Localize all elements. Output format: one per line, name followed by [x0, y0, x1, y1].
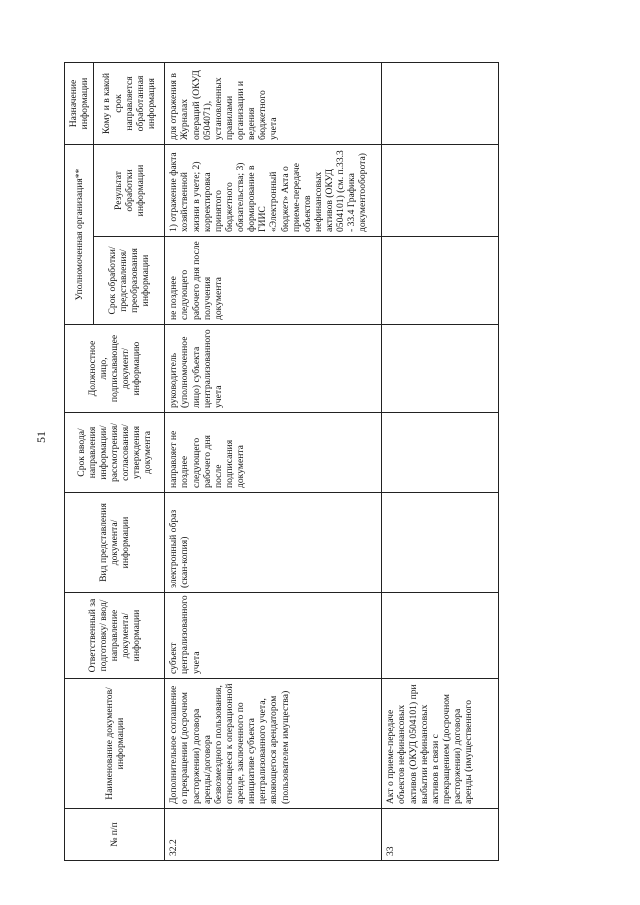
cell-result: 1) отражение факта хозяйственной жизни в учете; 2) корректировка принятого бюджетного обязательства; 3) формирование в ГИИС «Электронный бюджет» Акта о приеме-передаче объектов нефинансовых активов (ОКУД 0504101) (см. п.33.3 - 33.4 Графика документооборота) — [165, 145, 382, 237]
table-row — [165, 63, 382, 861]
header-row-main — [65, 63, 94, 861]
header-result: Результат обработки информации — [94, 145, 165, 237]
cell-responsible: субъект централизованного учета — [165, 593, 382, 679]
cell-name: Акт о приеме-передаче объектов нефинансовых активов (ОКУД 0504101) при выбытии нефинансовых активов в связи с прекращением (досрочном расторжении) договора аренды (имущественного — [382, 679, 499, 809]
cell-form: электронный образ (скан-копия) — [165, 493, 382, 593]
header-form: Вид представления документа/ информации — [65, 493, 165, 593]
cell-num: 33 — [382, 809, 499, 861]
header-group-purpose: Назначение информации — [65, 63, 94, 145]
header-processing-deadline: Срок обработки/ представления/ преобразования информации — [94, 237, 165, 325]
header-name: Наименование документов/информации — [65, 679, 165, 809]
header-group-authorized: Уполномоченная организация** — [65, 145, 94, 325]
cell-result — [382, 145, 499, 237]
cell-form — [382, 493, 499, 593]
cell-deadline — [382, 413, 499, 493]
cell-recipient — [382, 63, 499, 145]
cell-processing-deadline — [382, 237, 499, 325]
cell-responsible — [382, 593, 499, 679]
header-deadline: Срок ввода/ направления информации/ рассмотрения/ согласования/ утверждения документа — [65, 413, 165, 493]
header-responsible: Ответственный за подготовку/ ввод/ направление документа/ информации — [65, 593, 165, 679]
cell-processing-deadline: не позднее следующего рабочего дня после получения документа — [165, 237, 382, 325]
cell-name: Дополнительное соглашение о прекращении (досрочном расторжении) договора аренды/договора безвозмездного пользования, относящееся к операционной аренде, заключенного по инициативе субъекта централизованного учета, являющегося арендатором (пользователем имущества) — [165, 679, 382, 809]
header-recipient: Кому и в какой срок направляется обработанная информация — [94, 63, 165, 145]
cell-deadline: направляет не позднее следующего рабочего дня после подписания документа — [165, 413, 382, 493]
document-table-wrapper — [64, 63, 590, 861]
header-official: Должностное лицо, подписывающее документ/ информацию — [65, 325, 165, 413]
cell-official — [382, 325, 499, 413]
page-number: 51 — [34, 431, 48, 443]
cell-num: 32.2 — [165, 809, 382, 861]
cell-recipient: для отражения в Журналах операций (ОКУД 0504071), установленных правилами организации и ведения бюджетного учета — [165, 63, 382, 145]
header-num: № п/п — [65, 809, 165, 861]
cell-official: руководитель (уполномоченное лицо) субъекта централизованного учета — [165, 325, 382, 413]
document-table — [64, 62, 499, 861]
table-row — [382, 63, 499, 861]
